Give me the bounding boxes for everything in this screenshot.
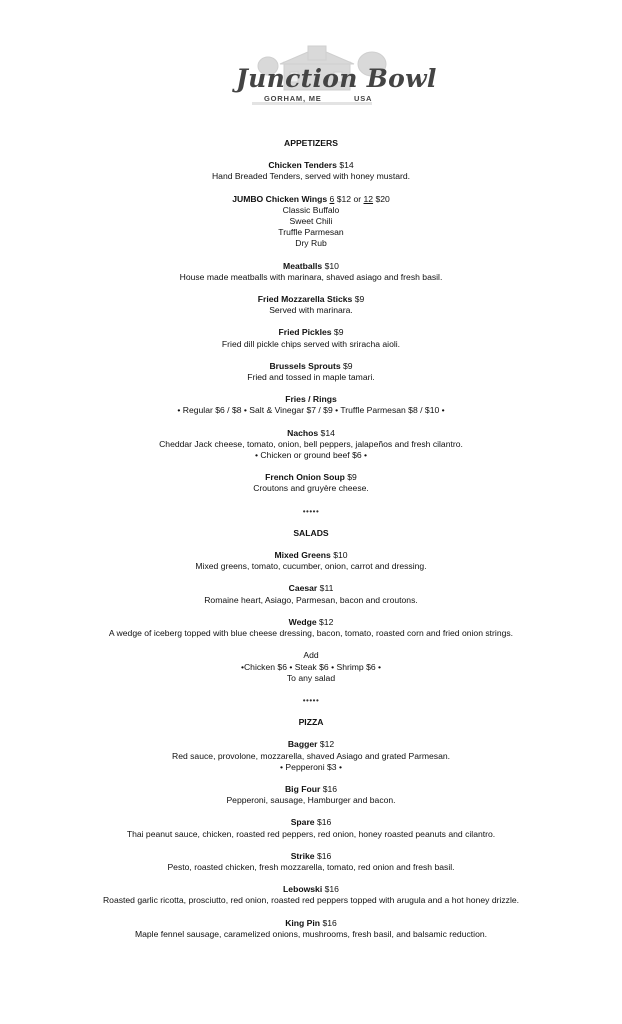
logo-wordmark: Junction Bowl (236, 64, 437, 93)
or-text: or (353, 193, 362, 204)
item-description: Roasted garlic ricotta, prosciutto, red onion, roasted red peppers topped with arugula and a hot honey drizzle. (102, 895, 520, 906)
item-price: $9 (354, 294, 365, 305)
item-options: •Chicken $6 • Steak $6 • Shrimp $6 • (240, 661, 382, 672)
item-description: Served with marinara. (269, 305, 353, 316)
item-price: $14 (339, 160, 354, 171)
menu-item-wedge (0, 617, 622, 639)
menu-item-king-pin (0, 918, 622, 940)
item-name: Fried Pickles (278, 327, 332, 338)
section-divider: ••••• (302, 506, 320, 516)
item-name: Lebowski (283, 884, 323, 895)
item-price: $11 (319, 583, 334, 594)
item-price: $14 (320, 427, 335, 438)
item-name: Big Four (284, 783, 321, 794)
item-addon: • Pepperoni $3 • (280, 761, 342, 772)
item-name: King Pin (285, 917, 321, 928)
menu-item-meatballs (0, 261, 622, 283)
menu-item-lebowski (0, 884, 622, 906)
item-name: Strike (290, 850, 315, 861)
item-description: Maple fennel sausage, caramelized onions, mushrooms, fresh basil, and balsamic reduction. (134, 928, 488, 939)
item-name: JUMBO Chicken Wings (232, 193, 328, 204)
item-price: $9 (343, 360, 353, 371)
item-name: French Onion Soup (265, 472, 345, 483)
item-name: Mixed Greens (274, 550, 331, 561)
item-description: Pesto, roasted chicken, fresh mozzarella, tomato, red onion and fresh basil. (167, 861, 455, 872)
wing-flavor: Sweet Chili (289, 216, 333, 227)
item-description: Fried dill pickle chips served with sriracha aioli. (221, 338, 401, 349)
item-name: Add (303, 650, 319, 661)
item-name: Bagger (287, 739, 318, 750)
menu-item-mozzarella-sticks (0, 294, 622, 316)
item-price: $9 (347, 472, 357, 483)
item-description: Fried and tossed in maple tamari. (247, 372, 375, 383)
item-price: $10 (333, 550, 348, 561)
item-options: • Regular $6 / $8 • Salt & Vinegar $7 / $9 • Truffle Parmesan $8 / $10 • (177, 405, 445, 416)
item-name: Caesar (288, 583, 318, 594)
logo (222, 42, 437, 114)
item-name: Fried Mozzarella Sticks (257, 294, 353, 305)
item-price-large: $20 (375, 193, 390, 204)
wing-count-small: 6 (329, 193, 335, 204)
menu-item-spare (0, 817, 622, 839)
section-divider: ••••• (302, 695, 320, 705)
menu-item-french-onion-soup (0, 472, 622, 494)
logo-country: USA (354, 94, 373, 103)
item-price: $16 (322, 783, 338, 794)
item-price: $12 (319, 739, 335, 750)
section-title-pizza: PIZZA (298, 717, 324, 728)
item-price-small: $12 (336, 193, 352, 204)
item-name: Chicken Tenders (268, 160, 337, 171)
item-name: Meatballs (283, 260, 323, 271)
item-description: Pepperoni, sausage, Hamburger and bacon. (226, 795, 396, 806)
menu-item-strike (0, 851, 622, 873)
menu-item-bagger (0, 739, 622, 773)
item-description: A wedge of iceberg topped with blue cheese dressing, bacon, tomato, roasted corn and fried onion strings. (108, 628, 514, 639)
item-description: Red sauce, provolone, mozzarella, shaved Asiago and grated Parmesan. (171, 750, 451, 761)
item-name: Wedge (288, 616, 317, 627)
item-description: House made meatballs with marinara, shaved asiago and fresh basil. (179, 271, 443, 282)
item-price: $12 (319, 616, 334, 627)
item-price: $16 (322, 917, 337, 928)
item-description: Thai peanut sauce, chicken, roasted red peppers, red onion, honey roasted peanuts and cilantro. (126, 828, 496, 839)
section-title-appetizers: APPETIZERS (284, 138, 338, 148)
item-addon: • Chicken or ground beef $6 • (254, 450, 368, 461)
item-name: Nachos (287, 427, 319, 438)
item-price: $16 (316, 817, 332, 828)
menu-item-salad-add (0, 650, 622, 684)
menu-item-jumbo-wings (0, 194, 622, 250)
section-title-salads: SALADS (293, 527, 329, 538)
menu-item-nachos (0, 428, 622, 462)
logo-city: GORHAM, ME (264, 94, 322, 103)
item-description: Mixed greens, tomato, cucumber, onion, carrot and dressing. (195, 561, 427, 572)
menu-item-caesar (0, 583, 622, 605)
item-price: $16 (324, 884, 339, 895)
item-name: Spare (290, 817, 315, 828)
item-name: Brussels Sprouts (269, 360, 341, 371)
wing-count-large: 12 (363, 193, 374, 204)
item-note: To any salad (286, 672, 336, 683)
menu-item-fried-pickles (0, 327, 622, 349)
menu-item-big-four (0, 784, 622, 806)
item-description: Romaine heart, Asiago, Parmesan, bacon and croutons. (204, 594, 418, 605)
item-description: Croutons and gruyère cheese. (253, 483, 369, 494)
item-price: $9 (333, 327, 344, 338)
wing-flavor: Truffle Parmesan (278, 227, 344, 238)
item-price: $16 (316, 850, 332, 861)
item-description: Hand Breaded Tenders, served with honey mustard. (211, 171, 411, 182)
item-price: $10 (324, 260, 339, 271)
item-name: Fries / Rings (285, 394, 337, 405)
item-description: Cheddar Jack cheese, tomato, onion, bell peppers, jalapeños and fresh cilantro. (159, 438, 463, 449)
menu-item-mixed-greens (0, 550, 622, 572)
wing-flavor: Classic Buffalo (282, 204, 340, 215)
menu-item-chicken-tenders (0, 160, 622, 182)
wing-flavor: Dry Rub (295, 238, 327, 249)
menu-content (0, 138, 622, 951)
menu-item-brussels-sprouts (0, 361, 622, 383)
menu-item-fries-rings (0, 394, 622, 416)
